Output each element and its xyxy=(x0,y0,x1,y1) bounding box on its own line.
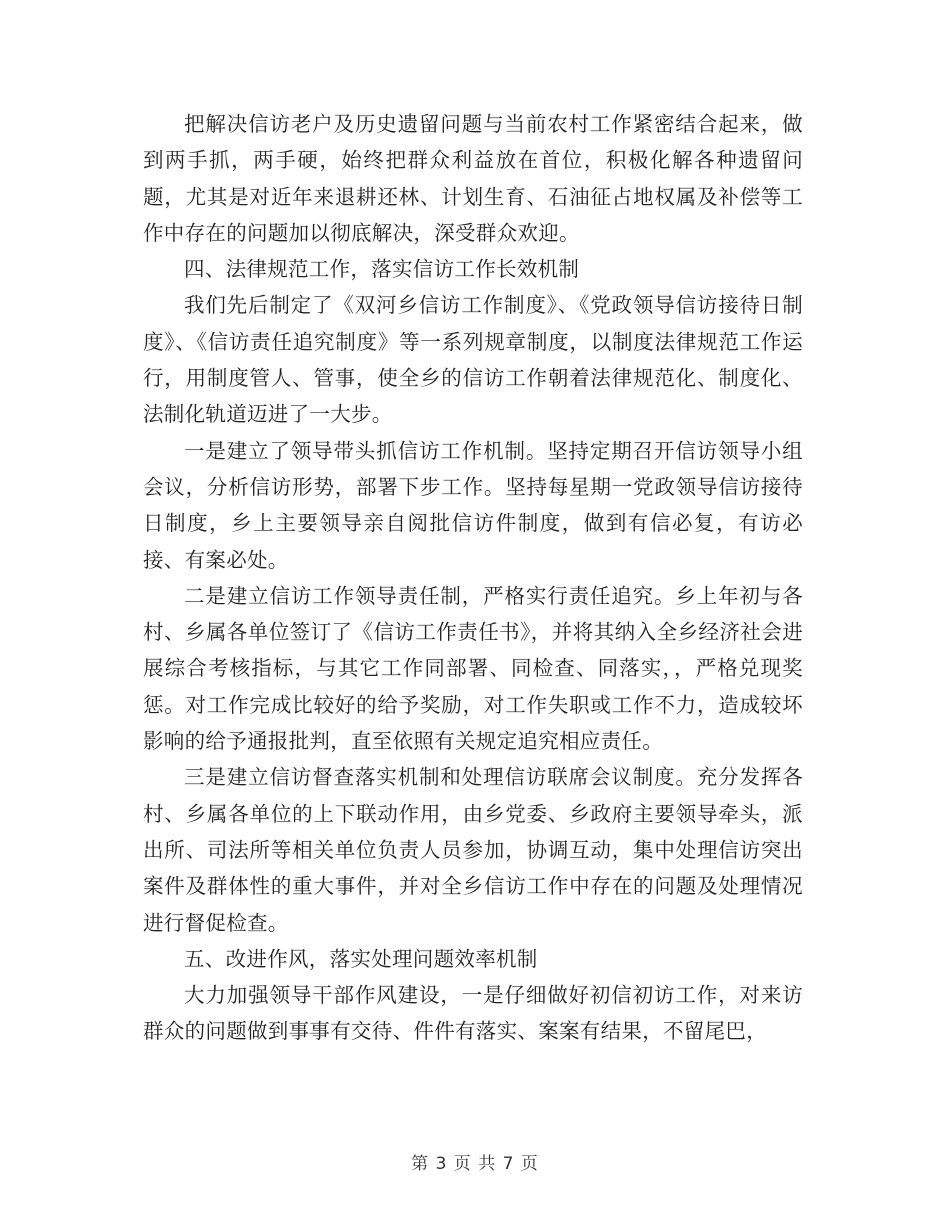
paragraph: 一是建立了领导带头抓信访工作机制。坚持定期召开信访领导小组会议，分析信访形势，部署下步工作。坚持每星期一党政领导信访接待日制度，乡上主要领导亲自阅批信访件制度，做到有信必复，有访必接、有案必处。 xyxy=(143,438,803,572)
current-page-number: 3 xyxy=(435,1154,448,1174)
paragraph: 大力加强领导干部作风建设，一是仔细做好初信初访工作，对来访群众的问题做到事事有交待、件件有落实、案案有结果，不留尾巴， xyxy=(143,983,803,1044)
total-pages-number: 7 xyxy=(502,1154,515,1174)
paragraph: 三是建立信访督查落实机制和处理信访联席会议制度。充分发挥各村、乡属各单位的上下联动作用，由乡党委、乡政府主要领导牵头，派出所、司法所等相关单位负责人员参加，协调互动，集中处理信访突出案件及群体性的重大事件，并对全乡信访工作中存在的问题及处理情况进行督促检查。 xyxy=(143,765,803,935)
paragraph: 二是建立信访工作领导责任制，严格实行责任追究。乡上年初与各村、乡属各单位签订了《信访工作责任书》，并将其纳入全乡经济社会进展综合考核指标，与其它工作同部署、同检查、同落实，，严格兑现奖惩。对工作完成比较好的给予奖励，对工作失职或工作不力，造成较坏影响的给予通报批判，直至依照有关规定追究相应责任。 xyxy=(143,583,803,754)
page-label-prefix: 第 xyxy=(411,1154,430,1174)
page-footer xyxy=(0,1152,950,1176)
paragraph: 把解决信访老户及历史遗留问题与当前农村工作紧密结合起来，做到两手抓，两手硬，始终把群众利益放在首位，积极化解各种遗留问题，尤其是对近年来退耕还林、计划生育、石油征占地权属及补偿等工作中存在的问题加以彻底解决，深受群众欢迎。 xyxy=(143,112,803,245)
section-heading: 五、改进作风，落实处理问题效率机制 xyxy=(184,946,538,971)
document-body xyxy=(143,106,803,1050)
section-heading: 四、法律规范工作，落实信访工作长效机制 xyxy=(184,257,580,282)
paragraph: 我们先后制定了《双河乡信访工作制度》、《党政领导信访接待日制度》、《信访责任追究制度》等一系列规章制度，以制度法律规范工作运行，用制度管人、管事，使全乡的信访工作朝着法律规范化、制度化、法制化轨道迈进了一大步。 xyxy=(143,293,803,427)
page-label-middle: 页 共 xyxy=(453,1154,497,1174)
page-label-suffix: 页 xyxy=(520,1154,539,1174)
